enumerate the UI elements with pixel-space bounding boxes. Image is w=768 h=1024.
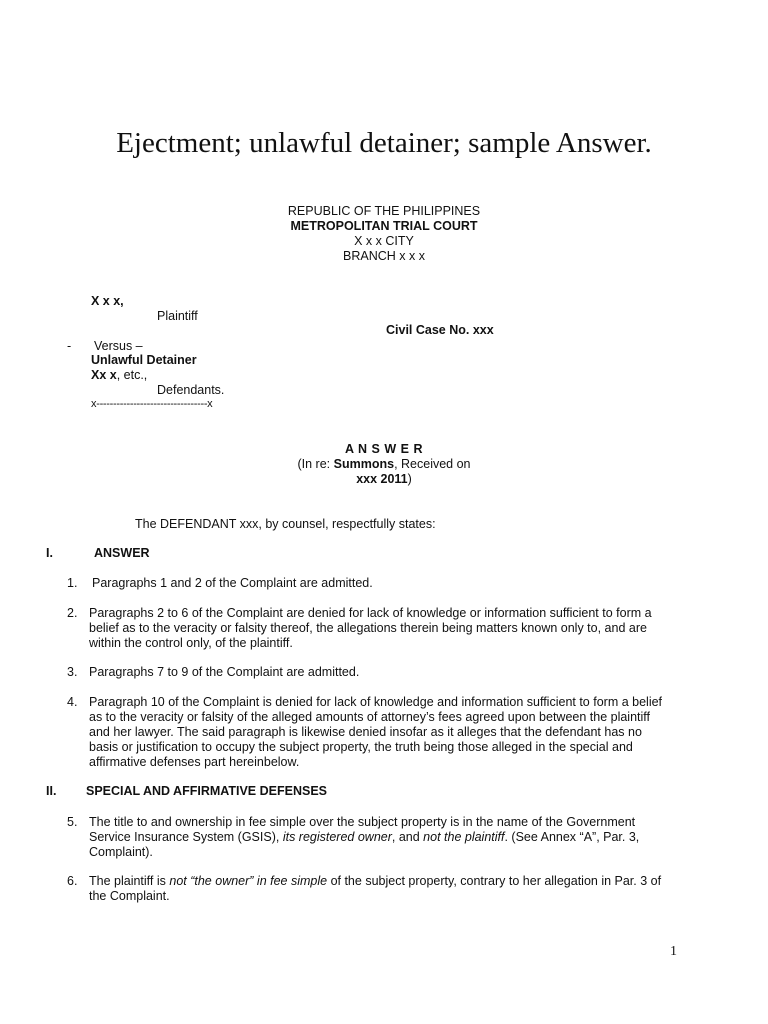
caption-city: X x x CITY — [354, 234, 414, 248]
paragraph-number: 4. — [67, 695, 78, 709]
paragraph-line: Complaint). — [89, 845, 153, 859]
page-number: 1 — [670, 944, 677, 959]
paragraph-number: 1. — [67, 576, 78, 590]
defendants-label: Defendants. — [157, 383, 225, 397]
reference-summons: Summons — [333, 457, 395, 471]
paragraph-line: The title to and ownership in fee simple over the subject property is in the name of the Government — [89, 815, 636, 829]
plaintiff-name: X x x, — [91, 294, 124, 308]
text-run: . (See Annex “A”, Par. 3, — [504, 830, 640, 844]
paragraph-number: 6. — [67, 874, 78, 888]
paragraph-number: 2. — [67, 606, 78, 620]
text-run: of the subject property, contrary to her allegation in Par. 3 of — [327, 874, 662, 888]
answer-title: A N S W E R — [345, 442, 423, 456]
paragraph-line: Paragraphs 7 to 9 of the Complaint are admitted. — [89, 665, 360, 679]
paragraph-number: 5. — [67, 815, 78, 829]
versus-label: Versus – — [94, 339, 143, 353]
paragraph-line: affirmative defenses part hereinbelow. — [89, 755, 300, 769]
paragraph-line: belief as to the veracity or falsity thereof, the allegations therein being matters known only to, and are — [89, 621, 647, 635]
paragraph-line: and her lawyer. The said paragraph is likewise denied insofar as it alleges that the defendant has no — [89, 725, 642, 739]
paragraph-line: basis or justification to occupy the subject property, the truth being those alleged in the special and — [89, 740, 633, 754]
section-2-numeral: II. — [46, 784, 57, 798]
defendant-line — [91, 368, 147, 383]
paragraph-3 — [67, 665, 707, 680]
case-number: Civil Case No. xxx — [386, 323, 494, 337]
paragraph-5 — [67, 815, 707, 860]
paragraph-line: Paragraphs 1 and 2 of the Complaint are admitted. — [92, 576, 373, 590]
reference-suffix: , Received on — [394, 457, 471, 471]
section-1-numeral: I. — [46, 546, 53, 560]
plaintiff-label: Plaintiff — [157, 309, 198, 323]
paragraph-line: as to the veracity or falsity of the alleged amounts of attorney’s fees agreed upon between the plaintiff — [89, 710, 650, 724]
reference-close: ) — [407, 472, 412, 486]
paragraph-line: Paragraph 10 of the Complaint is denied for lack of knowledge and information sufficient to form a belief — [89, 695, 663, 709]
section-1-heading: ANSWER — [94, 546, 150, 560]
paragraph-line: the Complaint. — [89, 889, 170, 903]
reference-prefix: (In re: — [297, 457, 334, 471]
paragraph-1 — [67, 576, 707, 591]
paragraph-number: 3. — [67, 665, 78, 679]
caption-republic: REPUBLIC OF THE PHILIPPINES — [287, 204, 481, 218]
answer-date-line — [0, 472, 768, 487]
caption-separator: x---------------------------------x — [91, 398, 213, 410]
defendant-name: Xx x — [91, 368, 117, 382]
paragraph-line: Paragraphs 2 to 6 of the Complaint are denied for lack of knowledge or information sufficient to form a — [89, 606, 652, 620]
paragraph-line: within the control only, of the plaintiff. — [89, 636, 293, 650]
answer-reference — [0, 457, 768, 472]
case-type: Unlawful Detainer — [91, 353, 197, 367]
paragraph-line — [89, 830, 707, 845]
paragraph-2 — [67, 606, 707, 651]
versus-dash: - — [67, 339, 72, 353]
section-2-heading: SPECIAL AND AFFIRMATIVE DEFENSES — [86, 784, 327, 798]
text-run: Service Insurance System (GSIS), — [89, 830, 283, 844]
text-run-italic: its registered owner — [282, 830, 392, 844]
document-title: Ejectment; unlawful detainer; sample Answer. — [116, 127, 652, 159]
paragraph-line — [89, 874, 707, 889]
caption-branch: BRANCH x x x — [343, 249, 425, 263]
caption-court: METROPOLITAN TRIAL COURT — [290, 219, 478, 233]
reference-date: xxx 2011 — [356, 472, 408, 486]
paragraph-4 — [67, 695, 707, 770]
intro-statement: The DEFENDANT xxx, by counsel, respectfully states: — [135, 517, 436, 531]
text-run-italic: not the plaintiff — [423, 830, 505, 844]
paragraph-6 — [67, 874, 707, 904]
text-run: , and — [391, 830, 424, 844]
defendant-etc: , etc., — [116, 368, 148, 382]
text-run: The plaintiff is — [89, 874, 170, 888]
text-run-italic: not “the owner” in fee simple — [169, 874, 328, 888]
